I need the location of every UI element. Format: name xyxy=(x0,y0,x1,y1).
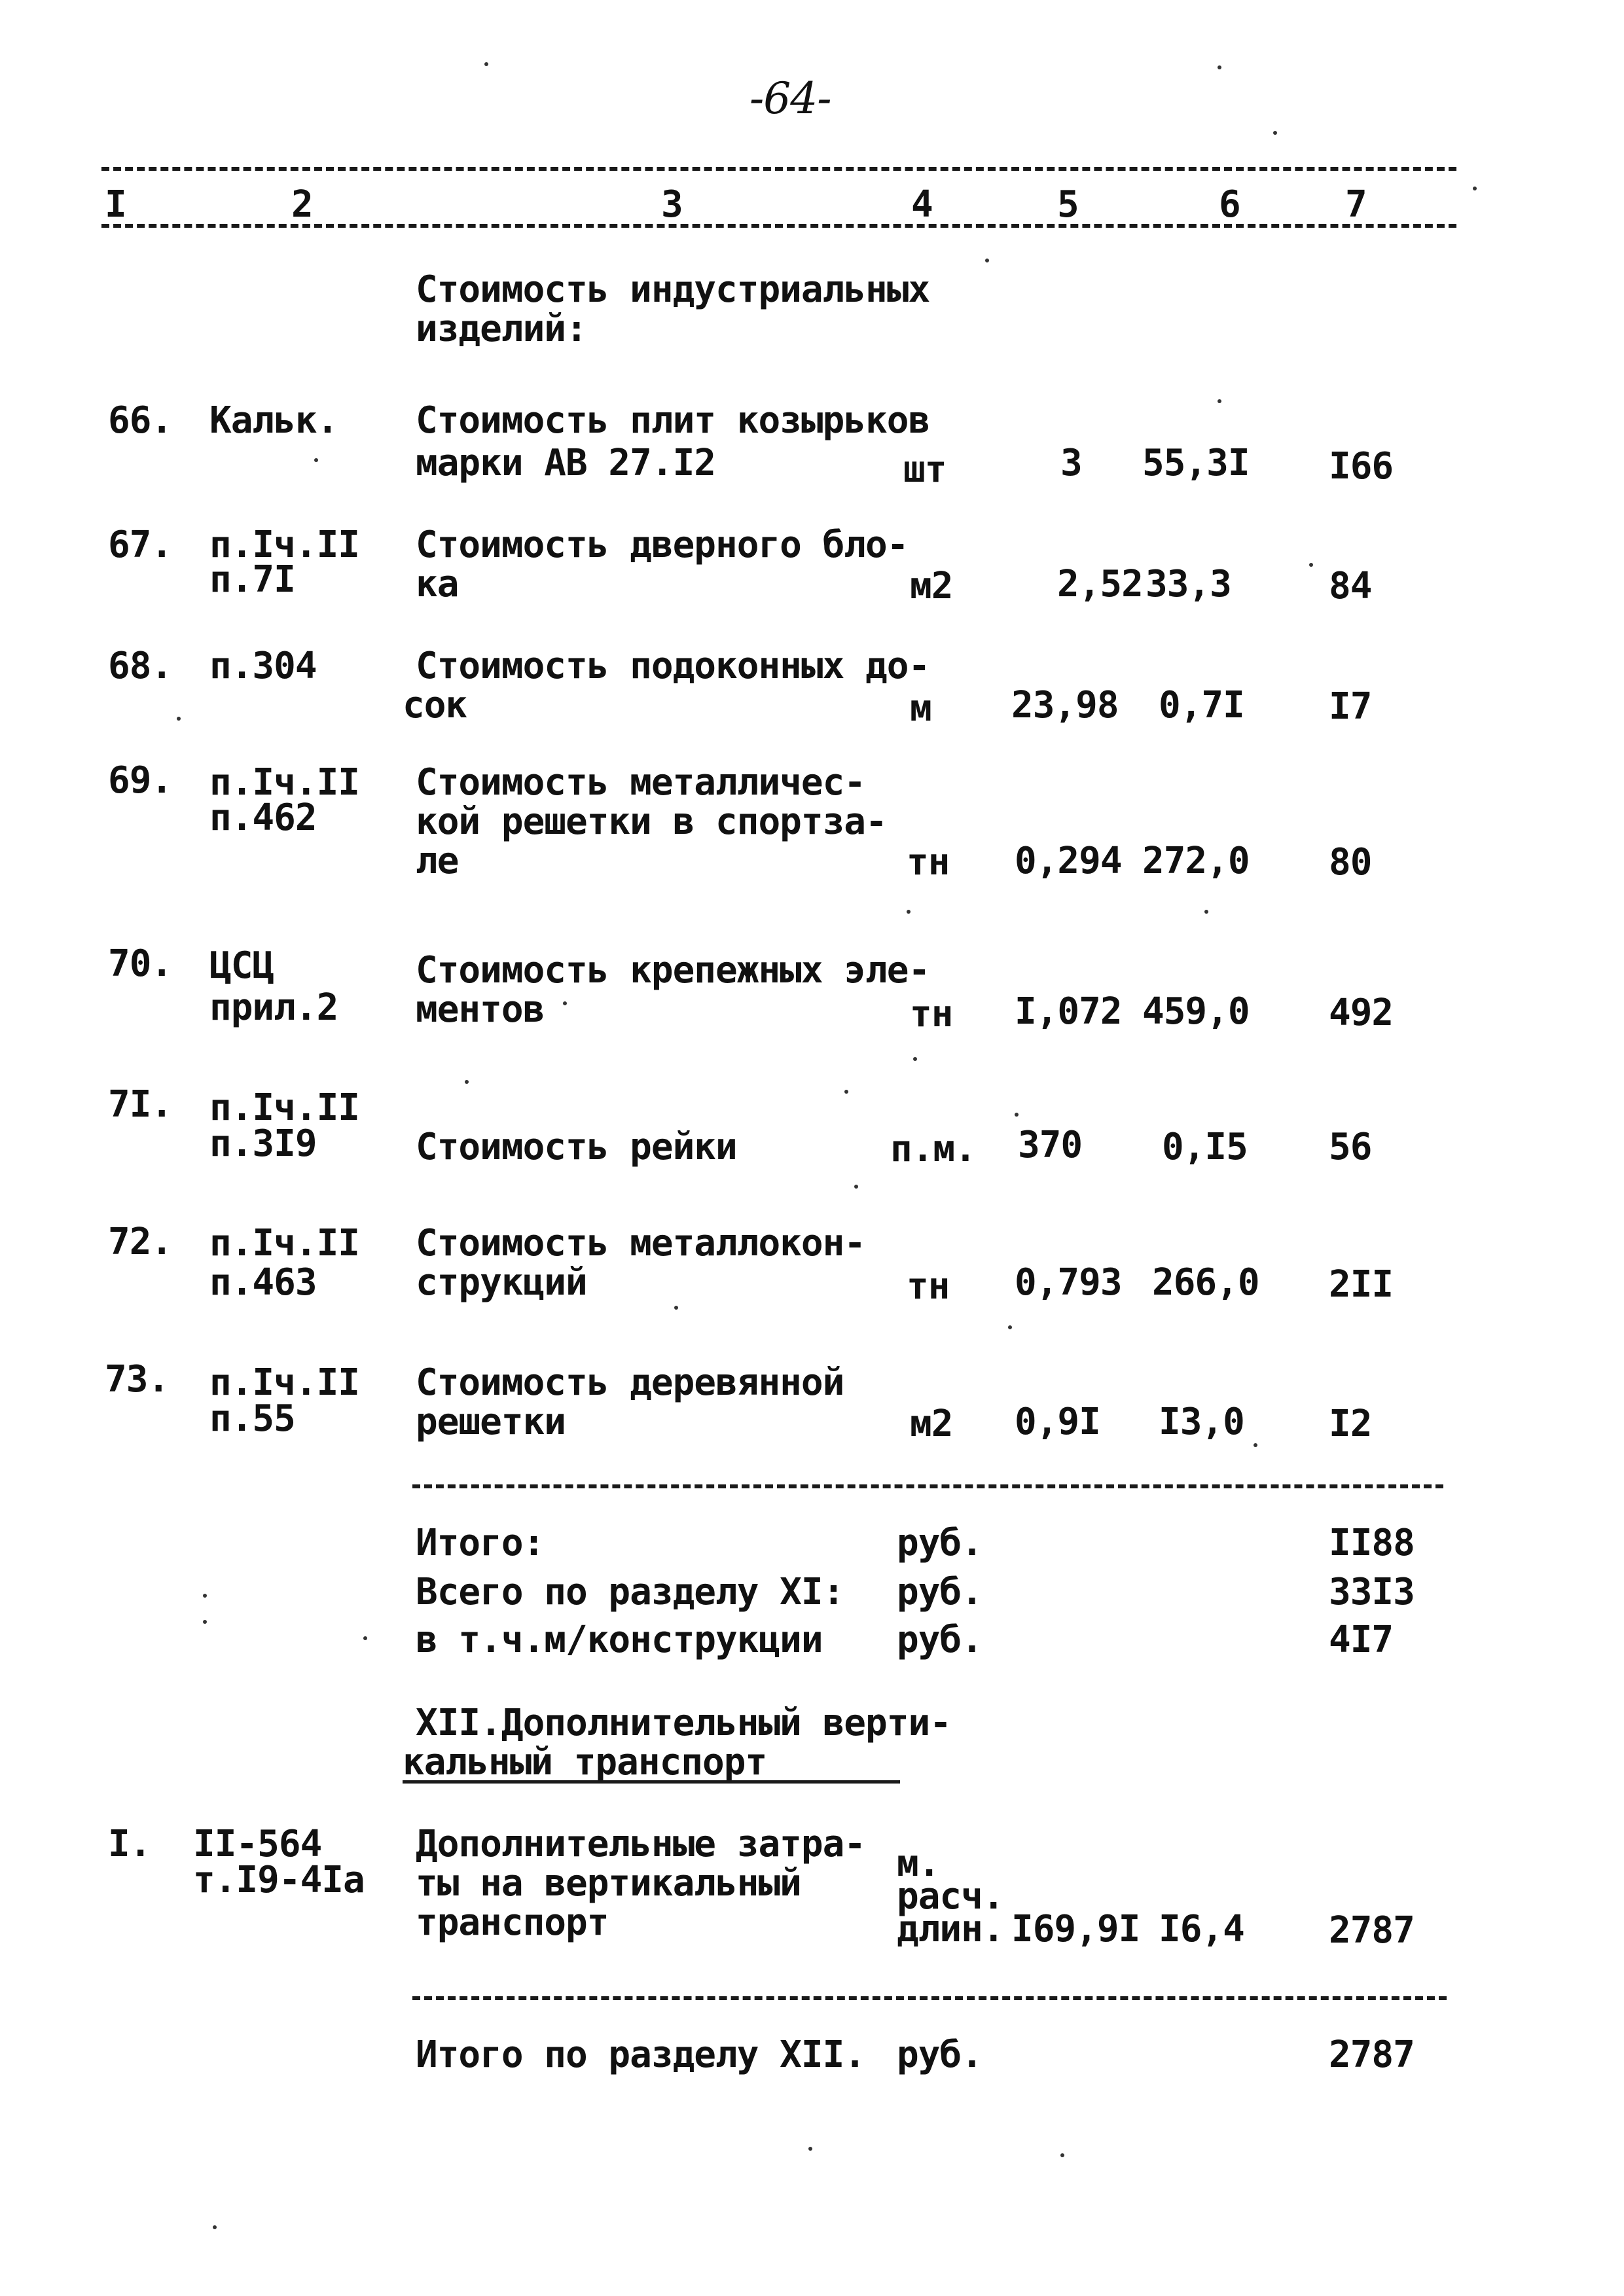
scan-speck xyxy=(1273,131,1277,135)
row-unit: расч. xyxy=(897,1875,1004,1918)
row-description: Стоимость рейки xyxy=(416,1126,737,1168)
row-price: 55,3I xyxy=(1142,442,1250,484)
scan-speck xyxy=(1204,910,1208,914)
row-reference: п.3I9 xyxy=(209,1122,317,1165)
row-unit: тн xyxy=(907,841,950,884)
row-description: Стоимость деревянной xyxy=(416,1361,844,1404)
totals-separator xyxy=(412,1484,1443,1488)
section-intro-line-1: Стоимость индустриальных xyxy=(416,268,930,311)
row-number: 66. xyxy=(108,399,173,442)
row-description: решетки xyxy=(416,1401,566,1443)
row-reference: п.Iч.II xyxy=(209,761,360,804)
section-xii-total-label: Итого по разделу XII. xyxy=(416,2034,866,2076)
row-reference: п.304 xyxy=(209,645,317,687)
row-reference: прил.2 xyxy=(209,986,338,1029)
row-number: I. xyxy=(108,1823,151,1865)
row-total: 492 xyxy=(1329,992,1394,1034)
row-reference: п.463 xyxy=(209,1261,317,1304)
scan-speck xyxy=(203,1620,207,1624)
row-description: марки АВ 27.I2 xyxy=(416,442,716,484)
page-number: -64- xyxy=(749,73,831,124)
row-unit: м. xyxy=(897,1842,940,1885)
row-description: ка xyxy=(416,563,459,605)
total-label: Всего по разделу XI: xyxy=(416,1571,844,1613)
total-label: Итого: xyxy=(416,1522,545,1564)
total-label: в т.ч.м/конструкции xyxy=(416,1619,823,1661)
row-description: кой решетки в спортза- xyxy=(416,800,887,843)
row-reference: Кальк. xyxy=(209,399,338,442)
scan-speck xyxy=(854,1185,858,1189)
scan-speck xyxy=(563,1001,567,1005)
scan-speck xyxy=(1218,65,1221,69)
row-price: 33,3 xyxy=(1146,563,1231,605)
row-total: 80 xyxy=(1329,841,1372,884)
row-number: 68. xyxy=(108,645,173,687)
row-description: транспорт xyxy=(416,1901,609,1944)
row-quantity: 23,98 xyxy=(1011,684,1119,726)
row-description: Стоимость подоконных до- xyxy=(416,645,930,687)
row-reference: т.I9-4Iа xyxy=(193,1859,365,1901)
row-price: 459,0 xyxy=(1142,990,1250,1033)
scan-speck xyxy=(1218,399,1221,403)
section-xii-title-underline xyxy=(403,1780,900,1784)
row-reference: п.7I xyxy=(209,558,295,601)
row-description: сок xyxy=(403,684,467,726)
row-number: 69. xyxy=(108,759,173,802)
row-number: 72. xyxy=(108,1221,173,1263)
row-unit: длин. xyxy=(897,1908,1004,1950)
total-value: 33I3 xyxy=(1329,1571,1415,1613)
column-header-2: 2 xyxy=(291,183,313,226)
row-unit: тн xyxy=(907,1265,950,1308)
total-value: 4I7 xyxy=(1329,1619,1394,1661)
row-reference: п.462 xyxy=(209,797,317,839)
row-quantity: 0,793 xyxy=(1015,1261,1122,1304)
row-description: Дополнительные затра- xyxy=(416,1823,866,1865)
scan-speck xyxy=(913,1057,917,1061)
column-header-6: 6 xyxy=(1219,183,1240,226)
row-price: 0,7I xyxy=(1159,684,1244,726)
row-description: Стоимость металличес- xyxy=(416,761,866,804)
row-number: 73. xyxy=(105,1358,170,1401)
row-quantity: I,072 xyxy=(1015,990,1122,1033)
column-header-7: 7 xyxy=(1345,183,1367,226)
scan-speck xyxy=(1309,563,1313,567)
scan-speck xyxy=(907,910,911,914)
scan-speck xyxy=(213,2225,217,2229)
row-description: ментов xyxy=(416,988,545,1031)
row-unit: тн xyxy=(910,993,953,1035)
scan-speck xyxy=(465,1080,469,1084)
section-intro-line-2: изделий: xyxy=(416,308,587,350)
row-price: I6,4 xyxy=(1159,1908,1244,1950)
column-header-5: 5 xyxy=(1057,183,1079,226)
section-xii-total-unit: руб. xyxy=(897,2034,983,2076)
total-unit: руб. xyxy=(897,1619,983,1661)
row-number: 7I. xyxy=(108,1083,173,1126)
row-reference: п.55 xyxy=(209,1397,295,1440)
row-total: I7 xyxy=(1329,685,1372,728)
column-header-4: 4 xyxy=(911,183,933,226)
row-reference: п.Iч.II xyxy=(209,1222,360,1265)
row-total: 84 xyxy=(1329,565,1372,607)
row-number: 70. xyxy=(108,942,173,985)
section-xii-total-value: 2787 xyxy=(1329,2034,1415,2076)
scan-speck xyxy=(484,62,488,66)
row-unit: м2 xyxy=(910,565,953,607)
row-reference: п.Iч.II xyxy=(209,1361,360,1404)
row-quantity: I69,9I xyxy=(1011,1908,1140,1950)
row-quantity: 2,52 xyxy=(1057,563,1143,605)
row-description: Стоимость дверного бло- xyxy=(416,524,909,566)
row-price: 272,0 xyxy=(1142,840,1250,882)
row-total: 56 xyxy=(1329,1126,1372,1168)
scan-speck xyxy=(985,259,989,262)
row-price: 266,0 xyxy=(1152,1261,1259,1304)
scan-speck xyxy=(177,717,181,721)
scan-speck xyxy=(808,2147,812,2151)
total-value: II88 xyxy=(1329,1522,1415,1564)
row-quantity: 0,9I xyxy=(1015,1401,1100,1443)
row-reference: II-564 xyxy=(193,1823,322,1865)
total-unit: руб. xyxy=(897,1571,983,1613)
scan-speck xyxy=(1473,187,1477,190)
scan-speck xyxy=(363,1636,367,1640)
row-reference: ЦСЦ xyxy=(209,944,274,987)
scan-speck xyxy=(1060,2153,1064,2157)
row-description: ле xyxy=(416,840,459,882)
scan-speck xyxy=(1254,1443,1257,1447)
row-unit: м xyxy=(910,687,931,730)
row-description: Стоимость плит козырьков xyxy=(416,399,930,442)
section-xii-title-line-1: XII.Дополнительный верти- xyxy=(416,1702,951,1744)
scan-speck xyxy=(674,1306,678,1310)
header-top-rule xyxy=(101,167,1456,171)
row-total: 2787 xyxy=(1329,1909,1415,1952)
row-quantity: 3 xyxy=(1060,442,1082,484)
row-unit: м2 xyxy=(910,1403,953,1445)
row-description: ты на вертикальный xyxy=(416,1862,801,1905)
row-unit: шт xyxy=(903,448,947,491)
column-header-3: 3 xyxy=(661,183,683,226)
row-total: I2 xyxy=(1329,1403,1372,1445)
total-unit: руб. xyxy=(897,1522,983,1564)
scan-speck xyxy=(203,1594,207,1598)
row-price: I3,0 xyxy=(1159,1401,1244,1443)
column-header-1: I xyxy=(105,183,126,226)
scan-speck xyxy=(1008,1325,1012,1329)
row-reference: п.Iч.II xyxy=(209,1086,360,1129)
row-quantity: 370 xyxy=(1018,1124,1083,1166)
row-reference: п.Iч.II xyxy=(209,524,360,566)
row-number: 67. xyxy=(108,524,173,566)
row-total: 2II xyxy=(1329,1263,1394,1306)
row-description: струкций xyxy=(416,1261,587,1304)
row-total: I66 xyxy=(1329,445,1394,488)
row-description: Стоимость крепежных эле- xyxy=(416,949,930,992)
row-unit: п.м. xyxy=(890,1128,976,1170)
scan-speck xyxy=(314,458,318,462)
scan-speck xyxy=(844,1090,848,1094)
section-xii-total-separator xyxy=(412,1996,1447,2000)
row-description: Стоимость металлокон- xyxy=(416,1222,866,1265)
row-price: 0,I5 xyxy=(1162,1126,1248,1168)
section-xii-title-line-2: кальный транспорт xyxy=(403,1741,767,1784)
scan-speck xyxy=(1015,1113,1019,1117)
row-quantity: 0,294 xyxy=(1015,840,1122,882)
